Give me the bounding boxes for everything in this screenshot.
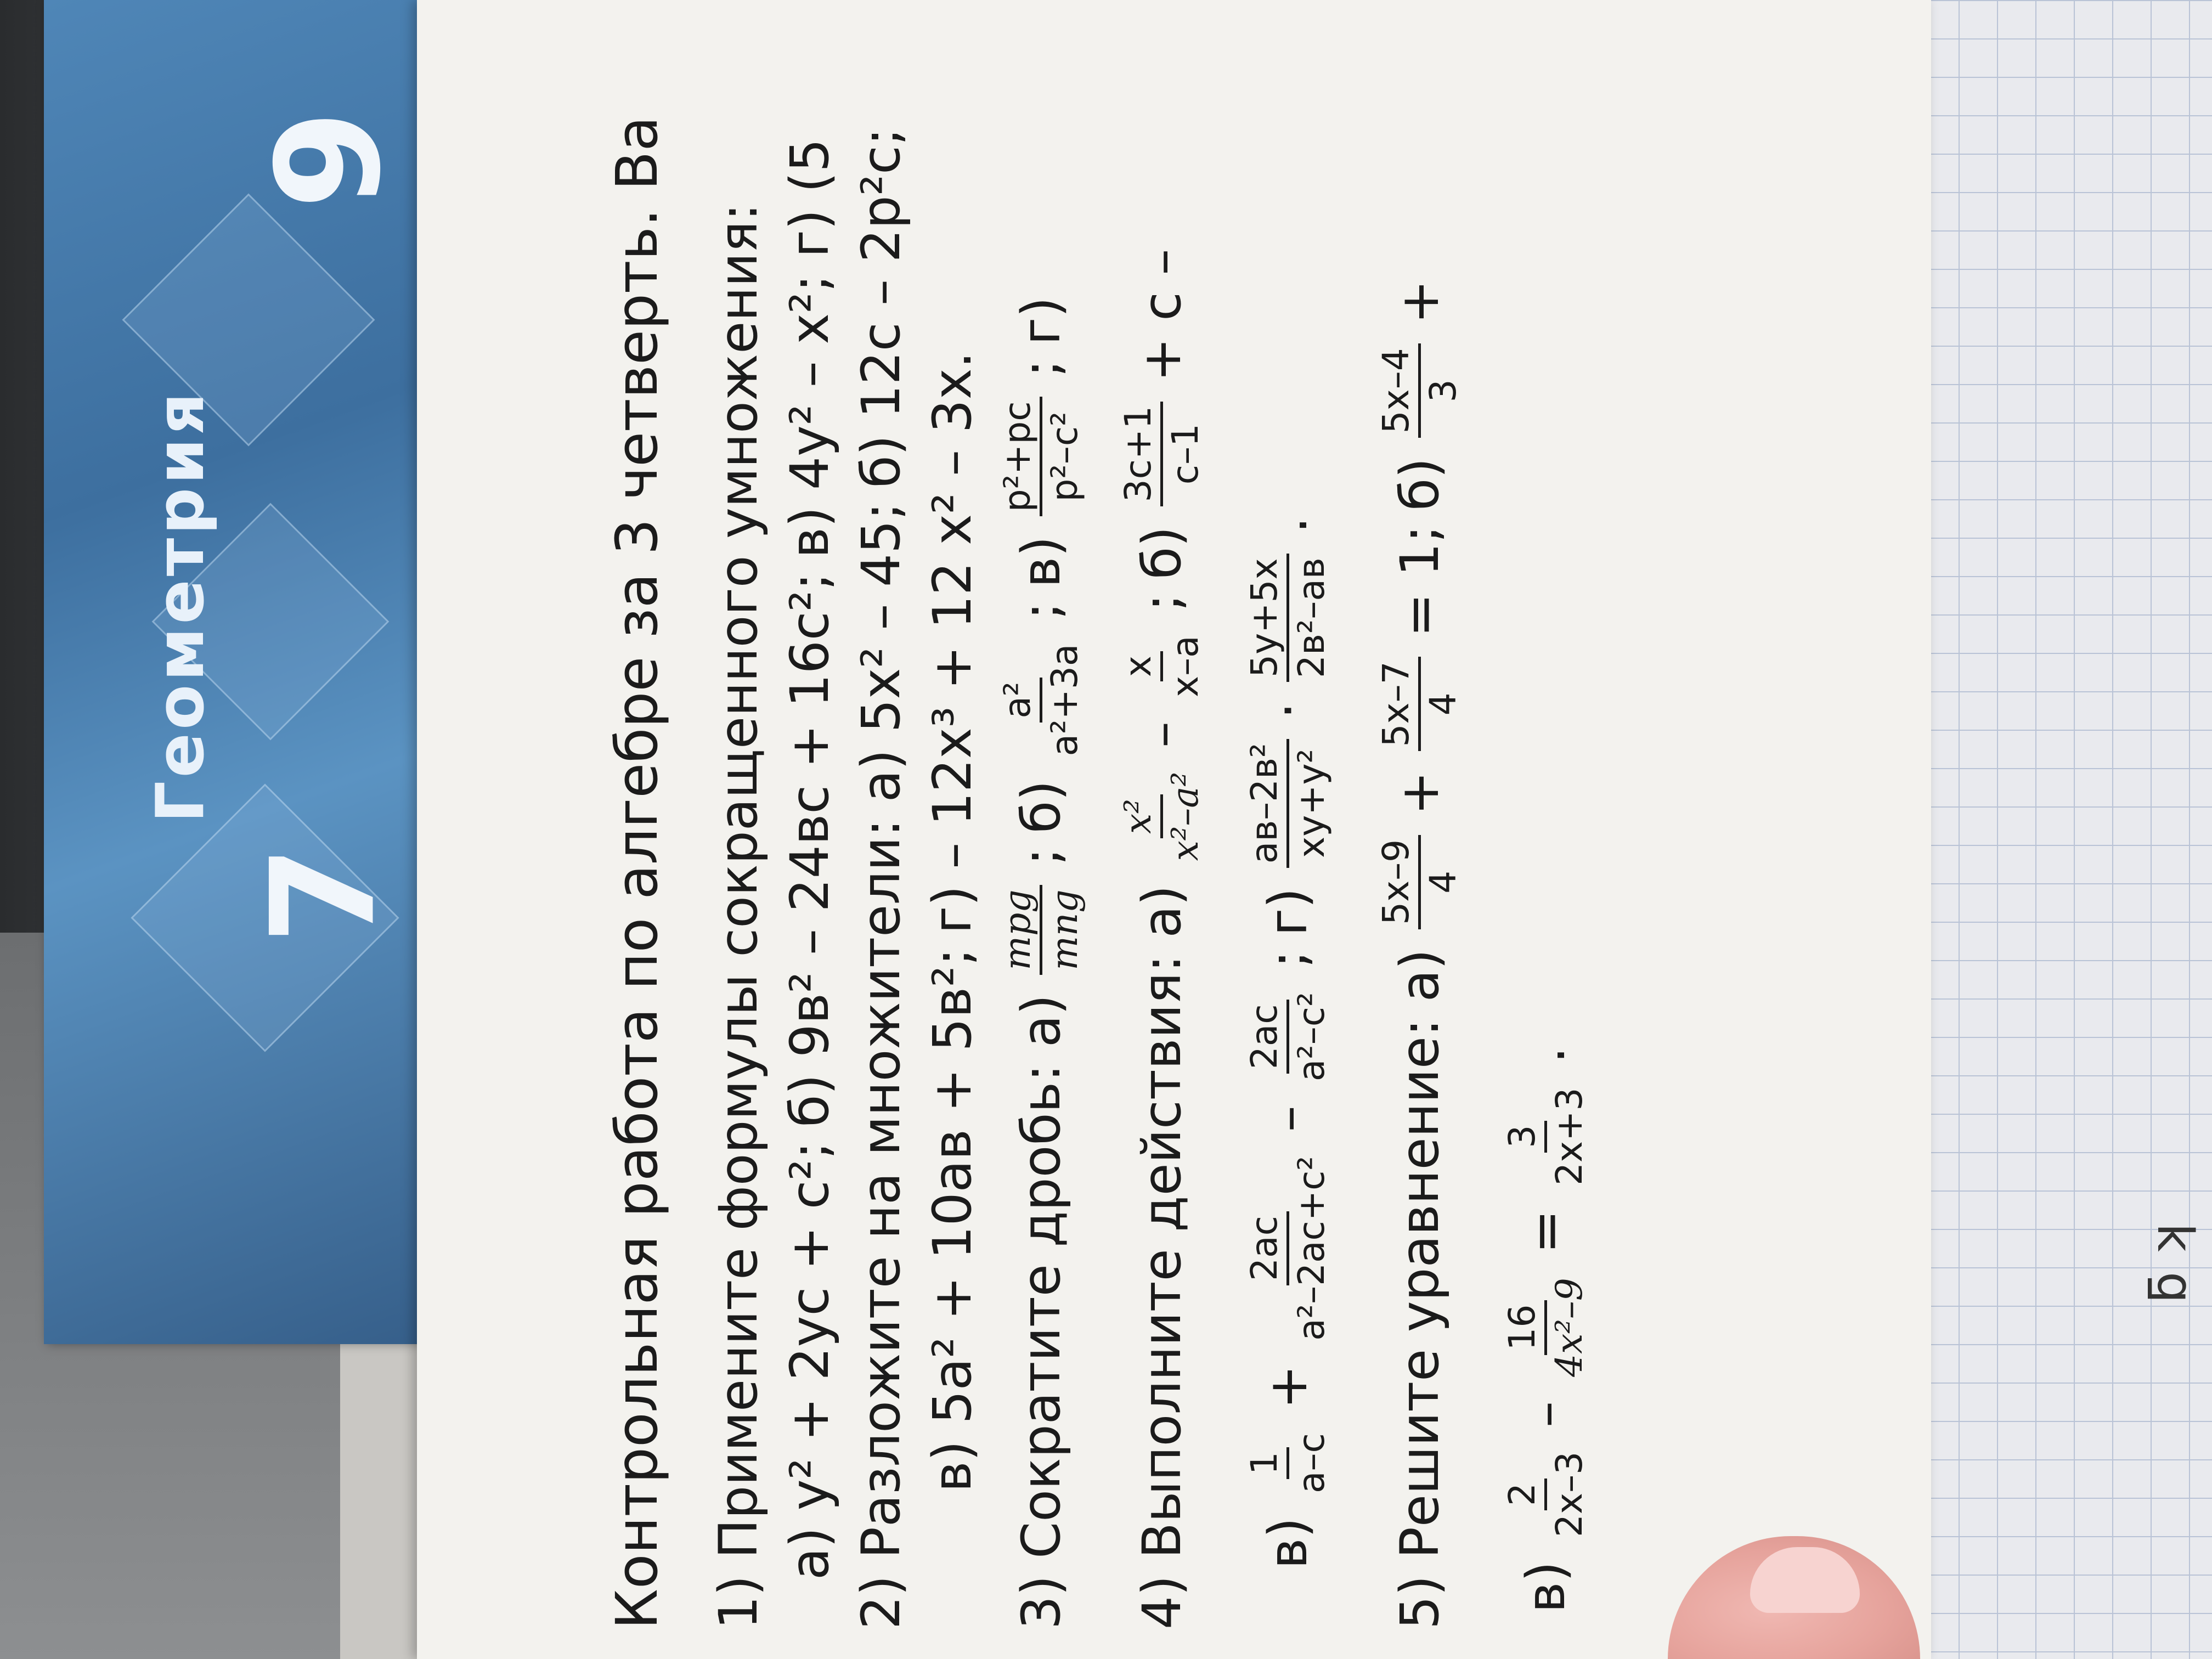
task-4-b-tail: + с – <box>1131 249 1193 382</box>
task-5-c: в) 2 2х–3 – 16 4x²–9 = 3 2х+3 . <box>1501 1046 1591 1613</box>
fraction: а² а²+3а <box>996 644 1086 757</box>
task-3-b-label: б) <box>1010 780 1072 833</box>
task-3-d-label: г) <box>1010 297 1072 346</box>
task-3-c-label: в) <box>1010 536 1072 588</box>
task-2-c: в) 5а² + 10ав + 5в²; <box>922 948 983 1492</box>
task-2-b: б) 12с – 2р²с; <box>850 127 912 488</box>
task-1 <box>708 203 769 1629</box>
fraction: x x–a <box>1117 635 1207 697</box>
task-4-cd: в) 1 а–с + 2ас а²–2ас+с² – 2ас а²–с² ; г) ав–2в² ху+у² · 5у+5х 2в²–ав . <box>1243 516 1333 1569</box>
task-5: 5) Решите уравнение: а) 5х–9 4 + 5х–7 4 = 1; б) 5х–4 3 + <box>1375 279 1465 1629</box>
pencil-scribble: ƃ ʞ <box>2140 1223 2198 1304</box>
task-4-label: 4) Выполните действия: а) <box>1131 885 1193 1629</box>
sheet-content <box>598 0 2112 1635</box>
task-3: 3) Сократите дробь: а) mpg mng ; б) а² а²+3а ; в) р²+рс р²–с² ; г) <box>996 297 1086 1629</box>
fraction: 1 а–с <box>1243 1433 1333 1493</box>
test-title: Контрольная работа по алгебре за 3 четверть. Ва <box>603 116 670 1629</box>
fraction: 16 4x²–9 <box>1501 1278 1591 1377</box>
task-4-b-label: б) <box>1131 526 1193 580</box>
test-sheet <box>417 0 1931 1659</box>
task-4: 4) Выполните действия: а) x² x²–a² – x x–a ; б) 3с+1 с–1 + с – <box>1117 249 1207 1629</box>
task-2 <box>850 128 912 1629</box>
fraction: x² x²–a² <box>1117 771 1207 861</box>
task-1-items <box>779 139 840 1580</box>
task-1-c: в) 4у² – х²; г) (5 <box>779 138 840 558</box>
geometry-textbook <box>44 0 433 1344</box>
fraction: 3с+1 с–1 <box>1119 402 1205 507</box>
book-title: Геометрия <box>143 389 219 823</box>
fraction: 5х–4 3 <box>1377 343 1463 438</box>
task-1-b: б) 9в² – 24вс + 16с²; <box>779 572 840 1127</box>
task-4-c-label: в) <box>1257 1517 1319 1569</box>
fraction: 5х–7 4 <box>1377 657 1463 751</box>
book-grade-end: 9 <box>246 110 413 210</box>
task-2-d: г) – 12х³ + 12 х² – 3х. <box>922 351 983 934</box>
task-1-label: 1) Примените формулы сокращенного умножения: <box>708 203 769 1629</box>
fraction: 3 2х+3 <box>1501 1087 1591 1186</box>
fraction: 2ас а²–с² <box>1243 992 1333 1082</box>
task-5-label: 5) Решите уравнение: а) <box>1389 949 1451 1629</box>
fraction: 2ас а²–2ас+с² <box>1243 1156 1333 1341</box>
task-5-b-tail: + <box>1389 279 1451 324</box>
fraction: р²+рс р²–с² <box>998 397 1084 516</box>
fraction: 5х–9 4 <box>1377 835 1463 929</box>
book-grade-start: 7 <box>241 845 407 945</box>
fraction: mpg mng <box>998 885 1084 974</box>
fraction: ав–2в² ху+у² <box>1245 739 1331 868</box>
task-5-b-label: б) <box>1389 458 1451 511</box>
task-3-label: 3) Сократите дробь: а) <box>1010 994 1072 1629</box>
task-2-label: 2) Разложите на множители: а) 5х² – 45; <box>850 502 912 1629</box>
fraction: 5у+5х 2в²–ав <box>1245 553 1331 682</box>
fraction: 2 2х–3 <box>1501 1451 1591 1537</box>
task-1-a: а) у² + 2ус + с²; <box>779 1141 840 1580</box>
task-2-items <box>922 352 983 1492</box>
task-5-c-label: в) <box>1515 1561 1577 1613</box>
task-4-d-label: г) <box>1257 888 1319 936</box>
task-5-a-tail: = 1; <box>1389 525 1451 637</box>
